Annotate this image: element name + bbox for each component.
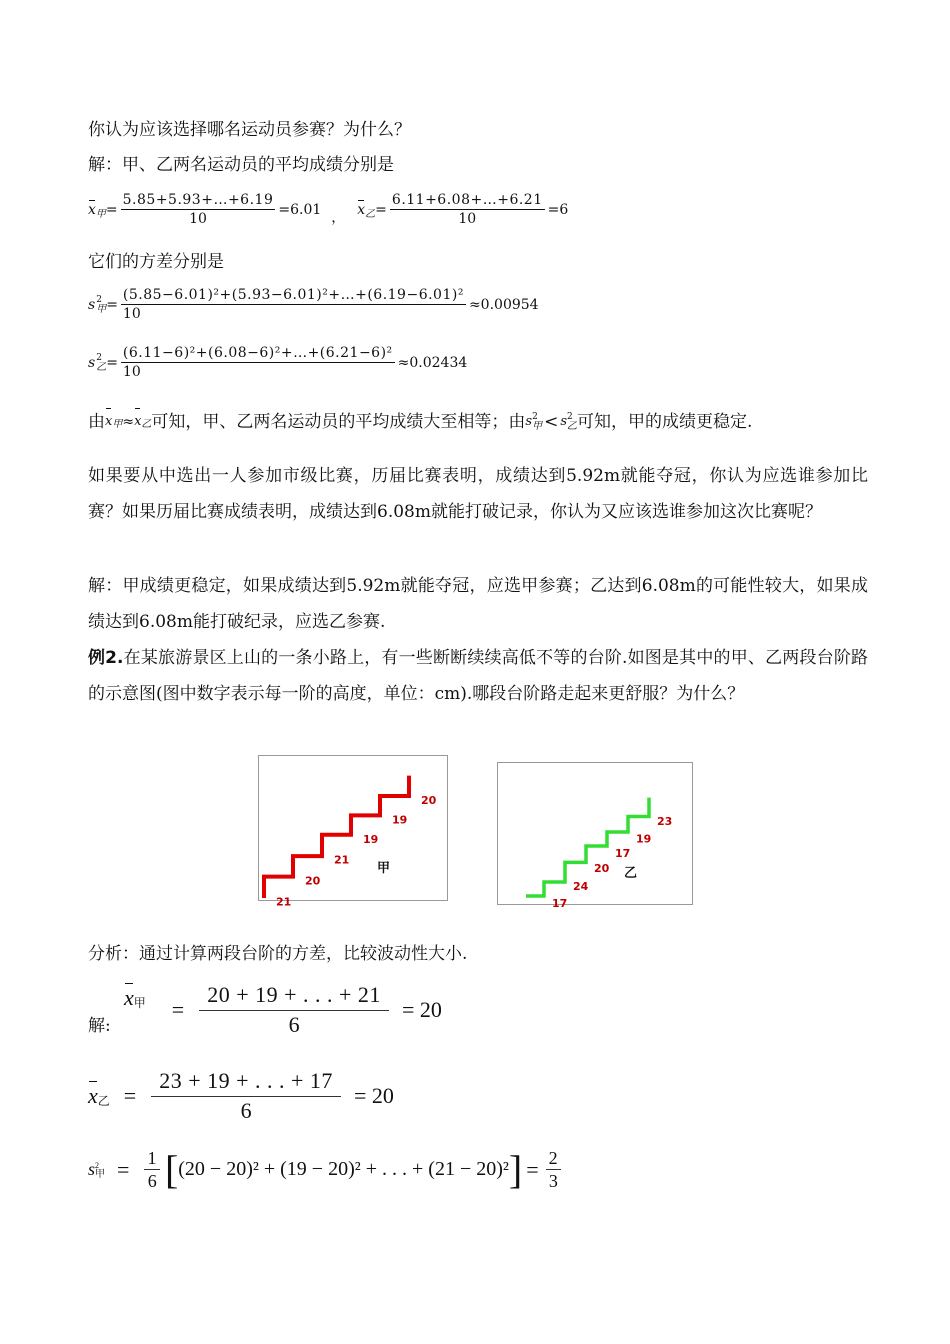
big-mean-yi-sub: 乙 <box>97 1094 110 1108</box>
figure-label: 甲 <box>377 861 391 876</box>
concl-approx: ≈ <box>122 414 135 430</box>
variance-jia-formula: s 2 甲 = $\frac{\text{(5.85−6.01)²+(5.93−6.01)²+…+(6.19−6.01)²}}{10}$ ≈0.00954 <box>88 287 539 322</box>
paragraph-solution: 解：甲成绩更稳定，如果成绩达到5.92m就能夺冠，应选甲参赛；乙达到6.08m的可能性较大，如果成绩达到6.08m能打破纪录，应选乙参赛. <box>88 576 868 632</box>
mean-jia-sub: 甲 <box>95 209 106 220</box>
big-var-jia-symbol: s <box>88 1159 96 1179</box>
concl-part2: 可知，甲、乙两名运动员的平均成绩大至相等；由 <box>151 412 526 432</box>
concl-mean-jia-sub: 甲 <box>112 419 123 430</box>
mean-jia-denominator: 10 <box>189 211 207 227</box>
var-yi-denominator: 10 <box>122 364 141 380</box>
big-mean-jia-fraction <box>199 982 389 1038</box>
mean-jia-numerator: 5.85+5.93+…+6.19 <box>122 192 274 208</box>
big-mean-yi-numerator: 23 + 19 + . . . + 17 <box>151 1068 341 1097</box>
var-jia-sup: 2 <box>96 294 102 305</box>
var-jia-fraction <box>121 287 466 322</box>
step-height-label: 19 <box>363 833 379 847</box>
conclusion-line <box>88 410 752 434</box>
concl-part3: 可知，甲的成绩更稳定. <box>577 412 753 432</box>
big-mean-jia-result: = 20 <box>401 997 442 1022</box>
concl-var-yi-sub: 乙 <box>567 421 578 432</box>
big-var-jia-coef <box>144 1148 160 1192</box>
mean-yi-fraction <box>390 192 545 227</box>
var-jia-sub: 甲 <box>96 303 107 315</box>
paragraph-competition: 如果要从中选出一人参加市级比赛，历届比赛表明，成绩达到5.92m就能夺冠，你认为应选谁参加比赛？如果历届比赛成绩表明，成绩达到6.08m就能打破记录，你认为又应该选谁参加这次比赛呢？ <box>88 466 868 522</box>
big-mean-jia-denominator: 6 <box>288 1012 300 1037</box>
concl-less-than: < <box>544 412 559 432</box>
big-var-jia-result <box>546 1148 562 1192</box>
big-mean-jia-numerator: 20 + 19 + . . . + 21 <box>199 982 389 1011</box>
concl-mean-jia: x <box>105 410 112 434</box>
question-text: 你认为应该选择哪名运动员参赛？为什么？ <box>88 120 411 140</box>
mean-formulas: x 甲 = $\frac{5.85+5.93+\dots+6.19}{10}$ =6.01 ， x 乙 = $\frac{6.11+6.08+\dots+6.21}{10}$ =6 <box>88 192 569 227</box>
big-var-jia-sup: 2 <box>95 1160 100 1170</box>
big-var-jia-result-num: 2 <box>546 1148 562 1170</box>
step-height-label: 20 <box>421 793 437 807</box>
stairs-figure-jia <box>258 755 448 909</box>
stairs-figure-yi <box>497 762 693 911</box>
var-jia-numerator: (5.85−6.01)²+(5.93−6.01)²+…+(6.19−6.01)² <box>122 287 464 303</box>
step-height-label: 17 <box>615 847 631 861</box>
step-height-label: 21 <box>276 895 292 909</box>
solution-intro: 解：甲、乙两名运动员的平均成绩分别是 <box>88 155 394 175</box>
solution-2-label: 解: <box>88 1015 111 1036</box>
separator: ， <box>331 209 346 226</box>
big-var-jia-coef-num: 1 <box>144 1148 160 1170</box>
mean-yi-symbol: x <box>357 201 366 218</box>
big-mean-yi-symbol: x <box>88 1083 98 1108</box>
var-yi-symbol: s <box>88 354 96 371</box>
var-jia-denominator: 10 <box>122 306 141 322</box>
big-var-jia-formula: s 2 甲 = $\frac{1}{6}$ [ (20 − 20)² + (19 − 20)² + . . . + (21 − 20)² ] = $\frac{2}{3}$ <box>88 1146 564 1193</box>
big-mean-yi-result: = 20 <box>353 1083 394 1108</box>
figure-label: 乙 <box>624 866 638 881</box>
concl-var-jia-sub: 甲 <box>532 421 543 432</box>
concl-var-jia: s <box>525 414 533 429</box>
big-var-jia-result-den: 3 <box>548 1170 558 1191</box>
big-mean-jia-formula: x 甲 解: = $\frac{20 + 19 + . . . + 21}{6}$ = 20 <box>88 982 442 1037</box>
big-var-jia-sub: 甲 <box>95 1168 106 1180</box>
analysis-text: 分析：通过计算两段台阶的方差，比较波动性大小. <box>88 944 468 964</box>
step-height-label: 17 <box>552 897 568 911</box>
variance-yi-formula: s 2 乙 = $\frac{\text{(6.11−6)²+(6.08−6)²+…+(6.21−6)²}}{10}$ ≈0.02434 <box>88 345 468 380</box>
var-yi-numerator: (6.11−6)²+(6.08−6)²+…+(6.21−6)² <box>122 345 393 361</box>
big-var-jia-coef-den: 6 <box>147 1170 157 1191</box>
stairs-path <box>264 776 409 898</box>
step-height-label: 21 <box>334 853 350 867</box>
big-mean-yi-fraction <box>151 1068 341 1124</box>
stairs-yi-svg <box>498 763 692 911</box>
example-2-label: 例2. <box>88 648 124 668</box>
mean-yi-numerator: 6.11+6.08+…+6.21 <box>391 192 543 208</box>
var-yi-result: ≈0.02434 <box>397 354 468 371</box>
var-yi-sub: 乙 <box>96 361 107 373</box>
concl-mean-yi-sub: 乙 <box>141 419 152 430</box>
big-mean-jia-sub: 甲 <box>133 995 146 1010</box>
big-mean-yi-denominator: 6 <box>240 1098 252 1123</box>
concl-var-yi-sup: 2 <box>567 412 573 422</box>
var-yi-sup: 2 <box>96 352 102 363</box>
step-height-label: 19 <box>392 813 408 827</box>
concl-part1: 由 <box>88 412 105 432</box>
var-yi-fraction <box>121 345 395 380</box>
mean-yi-sub: 乙 <box>365 209 376 220</box>
mean-jia-result: =6.01 <box>278 201 322 218</box>
stairs-jia-svg <box>259 756 447 909</box>
variance-intro: 它们的方差分别是 <box>88 252 224 272</box>
var-jia-result: ≈0.00954 <box>468 296 539 313</box>
concl-var-jia-sup: 2 <box>532 412 538 422</box>
big-mean-yi-formula: x 乙 = $\frac{23 + 19 + . . . + 17}{6}$ = 20 <box>88 1068 394 1123</box>
mean-jia-fraction <box>121 192 276 227</box>
example-2 <box>88 640 868 712</box>
step-height-label: 20 <box>594 862 610 876</box>
concl-mean-yi: x <box>134 410 141 434</box>
step-height-label: 23 <box>657 815 673 829</box>
big-var-jia-body: (20 − 20)² + (19 − 20)² + . . . + (21 − 20)² <box>178 1158 509 1180</box>
concl-var-yi: s <box>560 414 568 429</box>
example-2-text: 在某旅游景区上山的一条小路上，有一些断断续续高低不等的台阶.如图是其中的甲、乙两段台阶路的示意图(图中数字表示每一阶的高度，单位：cm).哪段台阶路走起来更舒服？为什么？ <box>88 648 868 704</box>
mean-yi-denominator: 10 <box>458 211 477 227</box>
step-height-label: 20 <box>305 874 321 888</box>
mean-jia-symbol: x <box>88 201 96 218</box>
step-height-label: 24 <box>573 880 589 894</box>
var-jia-symbol: s <box>88 296 96 313</box>
step-height-label: 19 <box>636 832 652 846</box>
big-mean-jia-symbol: x <box>124 984 134 1010</box>
mean-yi-result: =6 <box>547 201 569 218</box>
